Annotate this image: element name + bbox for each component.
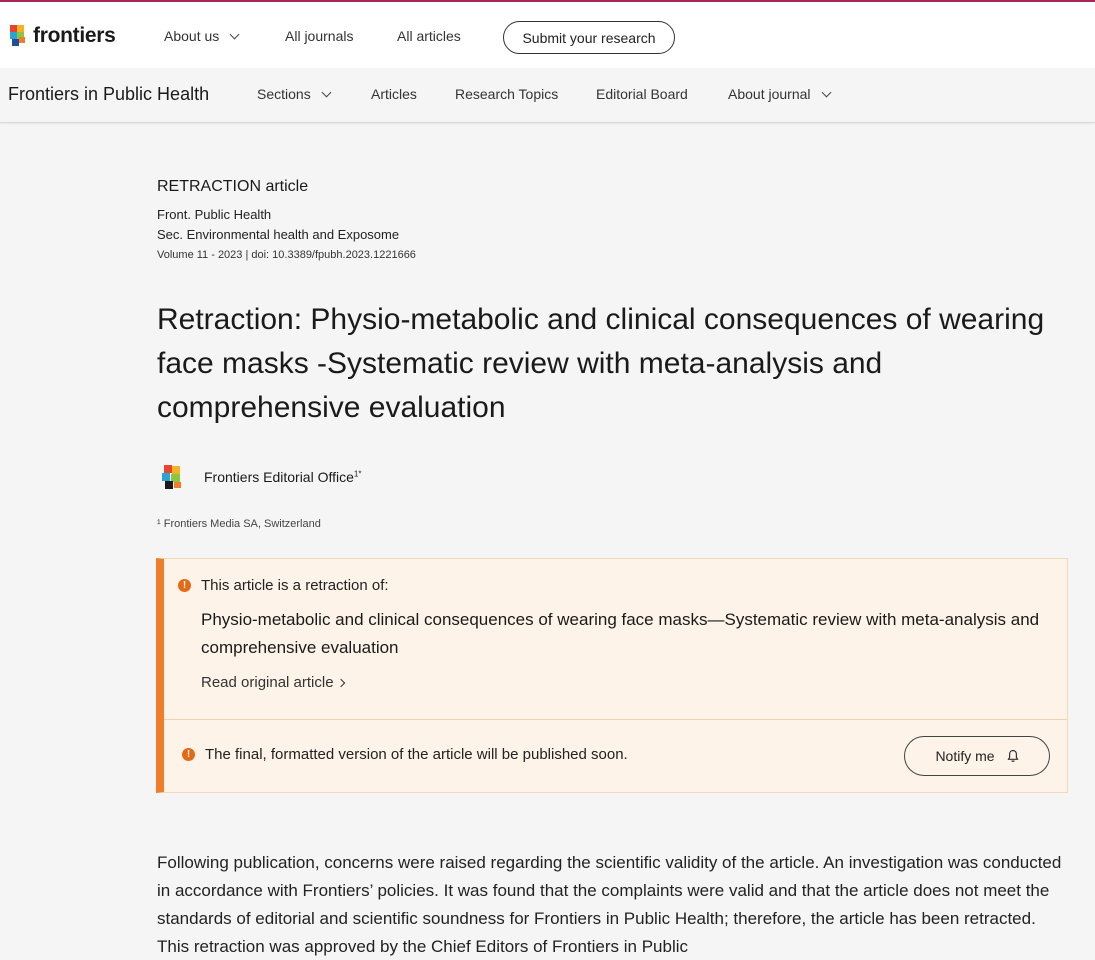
- journal-nav-sections-label: Sections: [257, 86, 311, 102]
- read-original-label: Read original article: [201, 674, 334, 691]
- notify-me-button[interactable]: [904, 736, 1050, 776]
- site-header: [0, 0, 1095, 68]
- journal-nav-editorial-board[interactable]: [596, 86, 688, 102]
- journal-citation: Front. Public Health: [157, 207, 272, 222]
- warning-icon: !: [182, 748, 195, 761]
- article-type: RETRACTION article: [157, 178, 309, 195]
- retraction-body-paragraph: Following publication, concerns were raised regarding the scientific validity of the article. An investigation was conducted in accordance with Frontiers’ policies. It was found that the complaints were valid and that the article does not meet the standards of editorial and scientific soundness for Frontiers in Public Health; therefore, the article has been retracted. This retraction was approved by the Chief Editors of Frontiers in Public: [157, 853, 1062, 956]
- journal-bar: [0, 68, 1095, 123]
- journal-nav-about-journal-label: About journal: [728, 86, 811, 102]
- retraction-notice-top: [164, 559, 1067, 720]
- final-version-text: The final, formatted version of the article will be published soon.: [205, 746, 628, 763]
- retraction-notice-heading: [178, 577, 389, 594]
- bell-icon: [1007, 749, 1019, 763]
- read-original-article-link[interactable]: [201, 674, 344, 691]
- retraction-heading-text: This article is a retraction of:: [201, 577, 389, 594]
- chevron-down-icon: [230, 29, 240, 39]
- chevron-down-icon: [321, 87, 331, 97]
- frontiers-logo[interactable]: [8, 22, 115, 50]
- logo-wordmark: frontiers: [33, 24, 116, 47]
- retraction-notice: [156, 558, 1068, 793]
- journal-nav-about-journal[interactable]: [728, 86, 830, 102]
- journal-nav-research-topics-label: Research Topics: [455, 86, 559, 102]
- author-affiliation: ¹ Frontiers Media SA, Switzerland: [157, 518, 321, 530]
- journal-nav-sections[interactable]: [257, 86, 330, 102]
- warning-icon: !: [178, 579, 191, 592]
- chevron-down-icon: [821, 87, 831, 97]
- author-affiliation-marker: 1*: [353, 469, 362, 479]
- author-name-text: Frontiers Editorial Office: [204, 469, 354, 485]
- nav-all-journals[interactable]: [285, 28, 353, 44]
- final-version-notice: [182, 746, 628, 763]
- article-section[interactable]: Sec. Environmental health and Exposome: [157, 227, 400, 242]
- volume-doi: Volume 11 - 2023 | doi: 10.3389/fpubh.2023.1221666: [157, 249, 416, 261]
- submit-research-button[interactable]: Submit your research: [503, 21, 675, 54]
- nav-about-us-label: About us: [164, 28, 220, 44]
- journal-nav-research-topics[interactable]: [455, 86, 558, 102]
- retracted-article-title: Physio-metabolic and clinical consequences of wearing face masks—Systematic review with meta-analysis and comprehensive evaluation: [201, 610, 1040, 657]
- nav-all-journals-label: All journals: [285, 28, 354, 44]
- nav-about-us[interactable]: [164, 28, 238, 44]
- frontiers-logo-icon: [8, 23, 30, 49]
- notify-me-label: Notify me: [935, 748, 995, 764]
- journal-nav-articles-label: Articles: [371, 86, 417, 102]
- author-avatar-icon[interactable]: [158, 462, 188, 492]
- chevron-right-icon: [336, 678, 344, 686]
- article-title: Retraction: Physio-metabolic and clinical consequences of wearing face masks -Systematic review with meta-analysis and comprehensive evaluation: [157, 303, 1045, 424]
- journal-nav-editorial-board-label: Editorial Board: [596, 86, 688, 102]
- nav-all-articles[interactable]: [397, 28, 461, 44]
- author-name[interactable]: [204, 469, 361, 485]
- nav-all-articles-label: All articles: [397, 28, 461, 44]
- author-row: [158, 462, 361, 492]
- journal-nav-articles[interactable]: [371, 86, 417, 102]
- journal-title[interactable]: Frontiers in Public Health: [8, 84, 210, 104]
